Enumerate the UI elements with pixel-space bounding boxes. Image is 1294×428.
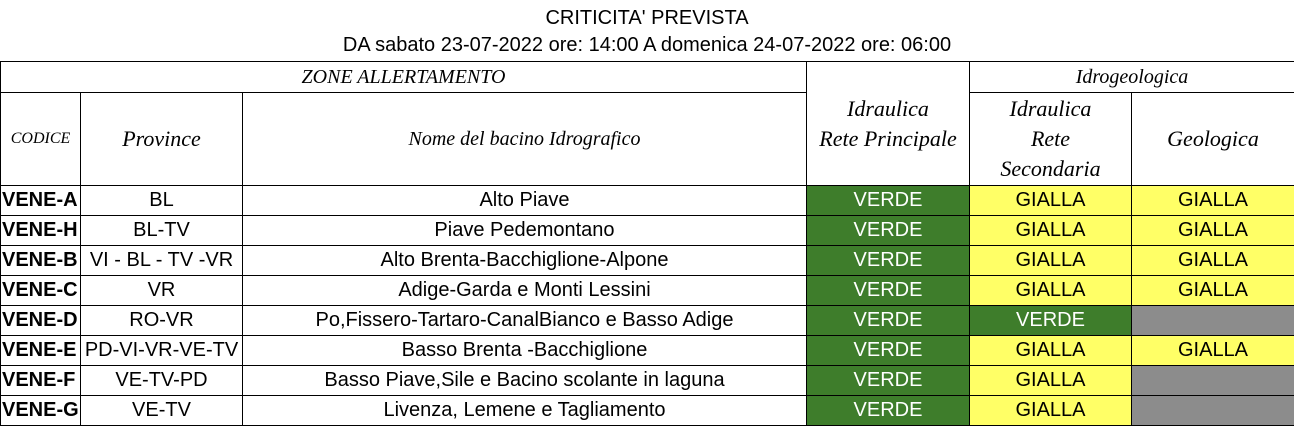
cell-geologica: GIALLA	[1132, 246, 1294, 276]
cell-bacino: Basso Piave,Sile e Bacino scolante in laguna	[243, 366, 807, 396]
cell-idraulica-principale: VERDE	[807, 186, 970, 216]
cell-idraulica-secondaria: GIALLA	[970, 366, 1132, 396]
cell-geologica: GIALLA	[1132, 216, 1294, 246]
table-row	[1, 366, 1294, 396]
cell-bacino: Piave Pedemontano	[243, 216, 807, 246]
cell-province: BL-TV	[81, 216, 243, 246]
cell-idraulica-secondaria: GIALLA	[970, 336, 1132, 366]
col-codice: CODICE	[1, 93, 81, 186]
cell-idraulica-secondaria: GIALLA	[970, 396, 1132, 426]
cell-idraulica-principale: VERDE	[807, 396, 970, 426]
cell-idraulica-secondaria: GIALLA	[970, 276, 1132, 306]
cell-codice: VENE-E	[1, 336, 81, 366]
cell-province: BL	[81, 186, 243, 216]
cell-bacino: Po,Fissero-Tartaro-CanalBianco e Basso Adige	[243, 306, 807, 336]
group-zone-allertamento: ZONE ALLERTAMENTO	[1, 62, 807, 93]
cell-codice: VENE-H	[1, 216, 81, 246]
group-idrogeologica: Idrogeologica	[970, 62, 1294, 93]
col-geologica: Geologica	[1132, 93, 1294, 186]
cell-province: VI - BL - TV -VR	[81, 246, 243, 276]
cell-codice: VENE-G	[1, 396, 81, 426]
col-idraulica-principale	[807, 62, 970, 186]
cell-idraulica-principale: VERDE	[807, 366, 970, 396]
cell-geologica	[1132, 306, 1294, 336]
cell-geologica: GIALLA	[1132, 186, 1294, 216]
cell-bacino: Livenza, Lemene e Tagliamento	[243, 396, 807, 426]
cell-province: RO-VR	[81, 306, 243, 336]
cell-geologica: GIALLA	[1132, 336, 1294, 366]
cell-codice: VENE-F	[1, 366, 81, 396]
cell-codice: VENE-D	[1, 306, 81, 336]
table-row	[1, 216, 1294, 246]
table-row	[1, 336, 1294, 366]
cell-idraulica-principale: VERDE	[807, 246, 970, 276]
table-row	[1, 306, 1294, 336]
cell-geologica	[1132, 366, 1294, 396]
cell-idraulica-secondaria: GIALLA	[970, 216, 1132, 246]
cell-province: VE-TV-PD	[81, 366, 243, 396]
table-row	[1, 186, 1294, 216]
col-idraulica-secondaria	[970, 93, 1132, 186]
cell-bacino: Adige-Garda e Monti Lessini	[243, 276, 807, 306]
cell-bacino: Alto Brenta-Bacchiglione-Alpone	[243, 246, 807, 276]
table-row	[1, 396, 1294, 426]
cell-codice: VENE-C	[1, 276, 81, 306]
cell-idraulica-principale: VERDE	[807, 336, 970, 366]
cell-idraulica-secondaria: GIALLA	[970, 246, 1132, 276]
col-idraulica-secondaria-label: Idraulica Rete Secondaria	[1000, 96, 1101, 181]
col-province: Province	[81, 93, 243, 186]
cell-bacino: Alto Piave	[243, 186, 807, 216]
cell-idraulica-secondaria: GIALLA	[970, 186, 1132, 216]
cell-idraulica-principale: VERDE	[807, 216, 970, 246]
table-row	[1, 276, 1294, 306]
cell-geologica: GIALLA	[1132, 276, 1294, 306]
cell-province: VR	[81, 276, 243, 306]
cell-codice: VENE-A	[1, 186, 81, 216]
cell-idraulica-principale: VERDE	[807, 306, 970, 336]
cell-bacino: Basso Brenta -Bacchiglione	[243, 336, 807, 366]
criticita-table	[0, 61, 1294, 426]
cell-province: VE-TV	[81, 396, 243, 426]
cell-idraulica-principale: VERDE	[807, 276, 970, 306]
cell-idraulica-secondaria: VERDE	[970, 306, 1132, 336]
col-bacino: Nome del bacino Idrografico	[243, 93, 807, 186]
page-subtitle: DA sabato 23-07-2022 ore: 14:00 A domenica 24-07-2022 ore: 06:00	[342, 34, 952, 56]
cell-codice: VENE-B	[1, 246, 81, 276]
col-idraulica-principale-label: Idraulica Rete Principale	[819, 95, 957, 151]
page-title: CRITICITA' PREVISTA	[545, 7, 749, 29]
cell-province: PD-VI-VR-VE-TV	[81, 336, 243, 366]
table-row	[1, 246, 1294, 276]
cell-geologica	[1132, 396, 1294, 426]
